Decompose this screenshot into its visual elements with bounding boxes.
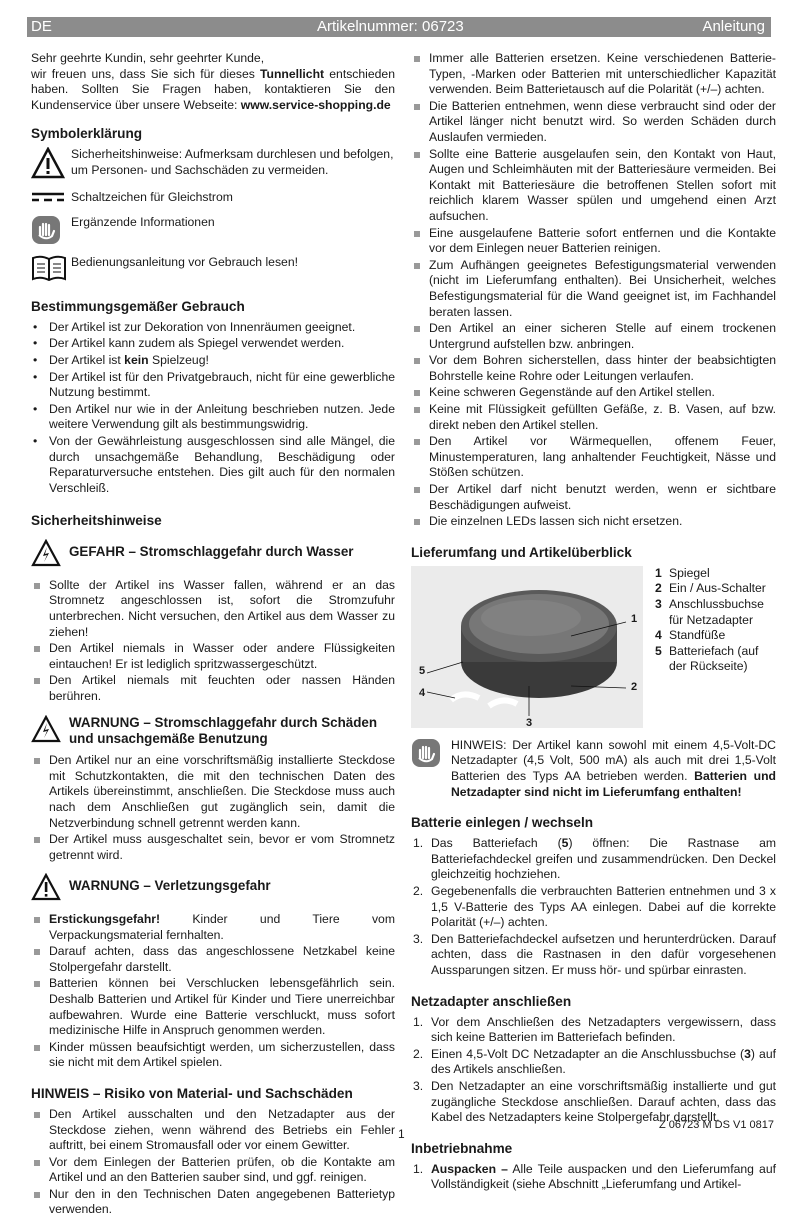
list-item: Immer alle Batterien ersetzen. Keine verschiedenen Batterie-Typen, -Marken oder Batterien mit unterschiedlicher Kapazität verwenden. Beim Batterietausch auf die Polarität (+/–) achten. xyxy=(411,51,776,98)
page-number: 1 xyxy=(398,1127,405,1141)
injury-list xyxy=(31,912,395,1071)
list-item: • Der Artikel ist kein Spielzeug! xyxy=(31,353,395,369)
list-item: Batterien können bei Verschlucken lebensgefährlich sein. Deshalb Batterien und Artikel für Kinder und Tiere unerreichbar aufbewahren. Wurde eine Batterie verschluckt, muss sofort medizinische Hilfe in Anspruch genommen werden. xyxy=(31,976,395,1038)
list-item: Den Artikel niemals mit feuchten oder nassen Händen berühren. xyxy=(31,673,395,704)
list-item: • Den Artikel nur wie in der Anleitung beschrieben nutzen. Jede weitere Verwendung gilt als bestimmungswidrig. xyxy=(31,402,395,433)
list-item: Die Batterien entnehmen, wenn diese verbraucht sind oder der Artikel länger nicht benutzt wird. So werden Schäden durch Auslaufen vermieden. xyxy=(411,99,776,146)
list-item: Eine ausgelaufene Batterie sofort entfernen und die Kontakte vor dem Einlegen neuer Batterien reinigen. xyxy=(411,226,776,257)
list-item: Erstickungsgefahr! Kinder und Tiere vom Verpackungsmaterial fernhalten. xyxy=(31,912,395,943)
list-item: Den Artikel ausschalten und den Netzadapter aus der Steckdose ziehen, wenn während des Betriebs ein Fehler auftritt, bei einem Stromausfall oder vor einem Gewitter. xyxy=(31,1107,395,1154)
callout-label: 4 xyxy=(419,686,426,699)
electric-hazard-icon xyxy=(31,715,69,748)
legend-item: 5 Batteriefach (auf der Rückseite) xyxy=(655,643,759,674)
adapter-title: Netzadapter anschließen xyxy=(411,993,572,1009)
usage-title: Bestimmungsgemäßer Gebrauch xyxy=(31,298,245,314)
list-item: Keine mit Flüssigkeit gefüllten Gefäße, z. B. Vasen, auf bzw. direkt neben den Artikel stellen. xyxy=(411,402,776,433)
list-item: • Der Artikel kann zudem als Spiegel verwendet werden. xyxy=(31,336,395,352)
right-column xyxy=(411,51,776,1194)
greeting: Sehr geehrte Kundin, sehr geehrter Kunde, xyxy=(31,51,265,65)
left-column xyxy=(31,51,395,1219)
info-hand-icon xyxy=(411,738,451,800)
safety-title: Sicherheitshinweise xyxy=(31,513,162,529)
article-number: Artikelnummer: 06723 xyxy=(317,18,464,35)
note-list xyxy=(31,1107,395,1218)
battery-steps xyxy=(411,836,776,978)
list-item: 3. Den Batteriefachdeckel aufsetzen und herunterdrücken. Darauf achten, dass die Rastnasen in den dafür vorgesehenen Aussparungen sitzen. Er muss hör- und spürbar einrasten. xyxy=(413,931,776,977)
warning-list xyxy=(31,753,395,863)
electric-hazard-icon xyxy=(31,539,69,572)
list-item: 2. Gegebenenfalls die verbrauchten Batterien entnehmen und 3 x 1,5 V-Batterie des Typs AA einlegen. Dabei auf die korrekte Polarität (+/–) achten. xyxy=(413,883,776,930)
list-item: Kinder müssen beaufsichtigt werden, um sicherzustellen, dass sie nicht mit dem Artikel spielen. xyxy=(31,1040,395,1071)
note-title: HINWEIS – Risiko von Material- und Sachschäden xyxy=(31,1085,353,1101)
start-title: Inbetriebnahme xyxy=(411,1140,513,1156)
symbol-row: Schaltzeichen für Gleichstrom xyxy=(31,190,395,209)
list-item: Vor dem Bohren sicherstellen, dass hinter der beabsichtigten Bohrstelle keine Rohre oder Leitungen verlaufen. xyxy=(411,353,776,384)
list-item: 1. Vor dem Anschließen des Netzadapters vergewissern, dass sich keine Batterien im Batteriefach befinden. xyxy=(413,1014,776,1045)
product-name: Tunnellicht xyxy=(260,66,325,81)
list-item: • Der Artikel ist für den Privatgebrauch, nicht für eine gewerbliche Nutzung bestimmt. xyxy=(31,370,395,401)
info-hand-icon xyxy=(31,215,71,250)
legend-item: 1 Spiegel xyxy=(655,565,710,580)
symbol-row: Bedienungsanleitung vor Gebrauch lesen! xyxy=(31,255,395,286)
list-item: 3. Den Netzadapter an eine vorschriftsmäßig installierte und gut zugängliche Steckdose anschließen. Darauf achten, dass das Kabel des Netzadapters keine Stolpergefahr darstellt. xyxy=(413,1078,776,1125)
legend-item: 2 Ein / Aus-Schalter xyxy=(655,581,766,596)
product-overview xyxy=(411,566,776,728)
symbols-title: Symbolerklärung xyxy=(31,126,143,142)
list-item: 1. Das Batteriefach (5) öffnen: Die Rastnase am Batteriefachdeckel greifen und zusammendrücken. Den Deckel gleichzeitig hochziehen. xyxy=(413,836,777,882)
usage-list xyxy=(31,320,395,497)
callout-label: 1 xyxy=(631,612,638,625)
product-image xyxy=(411,566,643,728)
website-link[interactable]: www.service-shopping.de xyxy=(240,97,391,112)
list-item: Den Artikel niemals in Wasser oder andere Flüssigkeiten eintauchen! Er ist lediglich spritzwassergeschützt. xyxy=(31,641,395,672)
battery-title: Batterie einlegen / wechseln xyxy=(411,815,594,831)
symbol-row: Ergänzende Informationen xyxy=(31,215,395,250)
scope-title: Lieferumfang und Artikelüberblick xyxy=(411,544,632,560)
list-item: Den Artikel vor Wärmequellen, offenem Feuer, Minustemperaturen, lang anhaltender Feuchtigkeit, Nässe und Stößen schützen. xyxy=(411,434,776,481)
legend-item: 3 Anschlussbuchse für Netzadapter xyxy=(655,597,764,627)
hint-text: HINWEIS: Der Artikel kann sowohl mit einem 4,5-Volt-DC Netzadapter (4,5 Volt, 500 mA) als auch mit drei 1,5-Volt Batterien des Typs AA betrieben werden. Batterien und Netzadapter sind nicht im Lieferumfang enthalten! xyxy=(451,737,777,799)
warning-triangle-icon xyxy=(31,873,69,906)
header-bar xyxy=(27,17,771,37)
list-item: Sollte der Artikel ins Wasser fallen, während er an das Stromnetz angeschlossen ist, sofort die Stromzufuhr unterbrechen. Nicht versuchen, den Artikel aus dem Wasser zu ziehen! xyxy=(31,578,395,640)
list-item: Den Artikel nur an eine vorschriftsmäßig installierte Steckdose mit Schutzkontakten, die mit den technischen Daten des Artikels übereinstimmt, anschließen. Die Steckdose muss auch nach dem Anschließen gut zugänglich sein, damit die Netzverbindung schnell getrennt werden kann. xyxy=(31,753,395,831)
document-code: Z 06723 M DS V1 0817 xyxy=(659,1119,774,1131)
list-item: Der Artikel muss ausgeschaltet sein, bevor er vom Stromnetz getrennt wird. xyxy=(31,832,395,863)
hint-box xyxy=(411,738,776,800)
manual-book-icon xyxy=(31,255,71,286)
dc-symbol-icon xyxy=(31,190,71,209)
list-item: 1. Auspacken – Alle Teile auspacken und den Lieferumfang auf Vollständigkeit (siehe Abschnitt „Lieferumfang und Artikel- xyxy=(413,1161,776,1192)
list-item: Nur den in den Technischen Daten angegebenen Batterietyp verwenden. xyxy=(31,1187,395,1218)
legend-item: 4 Standfüße xyxy=(655,628,726,643)
callout-label: 3 xyxy=(526,716,533,729)
warning-triangle-icon xyxy=(31,147,71,184)
language-code: DE xyxy=(31,18,52,35)
list-item: Vor dem Einlegen der Batterien prüfen, ob die Kontakte am Artikel und an den Batterien sauber sind, und ggf. reinigen. xyxy=(31,1155,395,1186)
danger-heading: GEFAHR – Stromschlaggefahr durch Wasser xyxy=(31,539,395,572)
list-item: Keine schweren Gegenstände auf den Artikel stellen. xyxy=(411,385,776,401)
list-item: • Von der Gewährleistung ausgeschlossen sind alle Mängel, die durch unsachgemäße Behandlung, Beschädigung oder Reparaturversuche entstehen. Dies gilt auch für den normalen Verschleiß. xyxy=(31,434,395,496)
intro-paragraph: wir freuen uns, dass Sie sich für dieses Tunnellicht entschieden haben. Sollten Sie Fragen haben, kontaktieren Sie den Kundenservice über unsere Webseite: www.service-shopping.de xyxy=(31,66,395,112)
symbol-row: Sicherheitshinweise: Aufmerksam durchlesen und befolgen, um Personen- und Sachschäden zu vermeiden. xyxy=(31,147,395,184)
list-item: Darauf achten, dass das angeschlossene Netzkabel keine Stolpergefahr darstellt. xyxy=(31,944,395,975)
callout-label: 2 xyxy=(631,680,638,693)
list-item: Der Artikel darf nicht benutzt werden, wenn er sichtbare Beschädigungen aufweist. xyxy=(411,482,776,513)
document-type: Anleitung xyxy=(702,18,765,35)
list-item: • Der Artikel ist zur Dekoration von Innenräumen geeignet. xyxy=(31,320,395,336)
danger-list xyxy=(31,578,395,705)
list-item: Sollte eine Batterie ausgelaufen sein, den Kontakt von Haut, Augen und Schleimhäuten mit der Batteriesäure vermeiden. Bei Kontakt mit Batteriesäure die betroffenen Stellen sofort mit reichlich klarem Wasser spülen und umgehend einen Arzt aufsuchen. xyxy=(411,147,776,225)
list-item: 2. Einen 4,5-Volt DC Netzadapter an die Anschlussbuchse (3) auf des Artikels anschließen. xyxy=(413,1046,776,1077)
adapter-steps xyxy=(411,1015,776,1126)
warning-heading: WARNUNG – Stromschlaggefahr durch Schäden und unsachgemäße Benutzung xyxy=(31,715,395,748)
warning-heading: WARNUNG – Verletzungsgefahr xyxy=(31,873,395,906)
start-steps xyxy=(411,1162,776,1193)
list-item: Zum Aufhängen geeignetes Befestigungsmaterial verwenden (nicht im Lieferumfang enthalten). Bei Unsicherheit, welches Befestigungsmaterial für die Wand geeignet ist, im Fachhandel beraten lassen. xyxy=(411,258,776,320)
list-item: Den Artikel an einer sicheren Stelle auf einem trockenen Untergrund aufstellen bzw. anbringen. xyxy=(411,321,776,352)
safety-continued-list xyxy=(411,51,776,530)
parts-legend xyxy=(655,566,776,728)
callout-label: 5 xyxy=(419,664,426,677)
list-item: Die einzelnen LEDs lassen sich nicht ersetzen. xyxy=(411,514,776,530)
